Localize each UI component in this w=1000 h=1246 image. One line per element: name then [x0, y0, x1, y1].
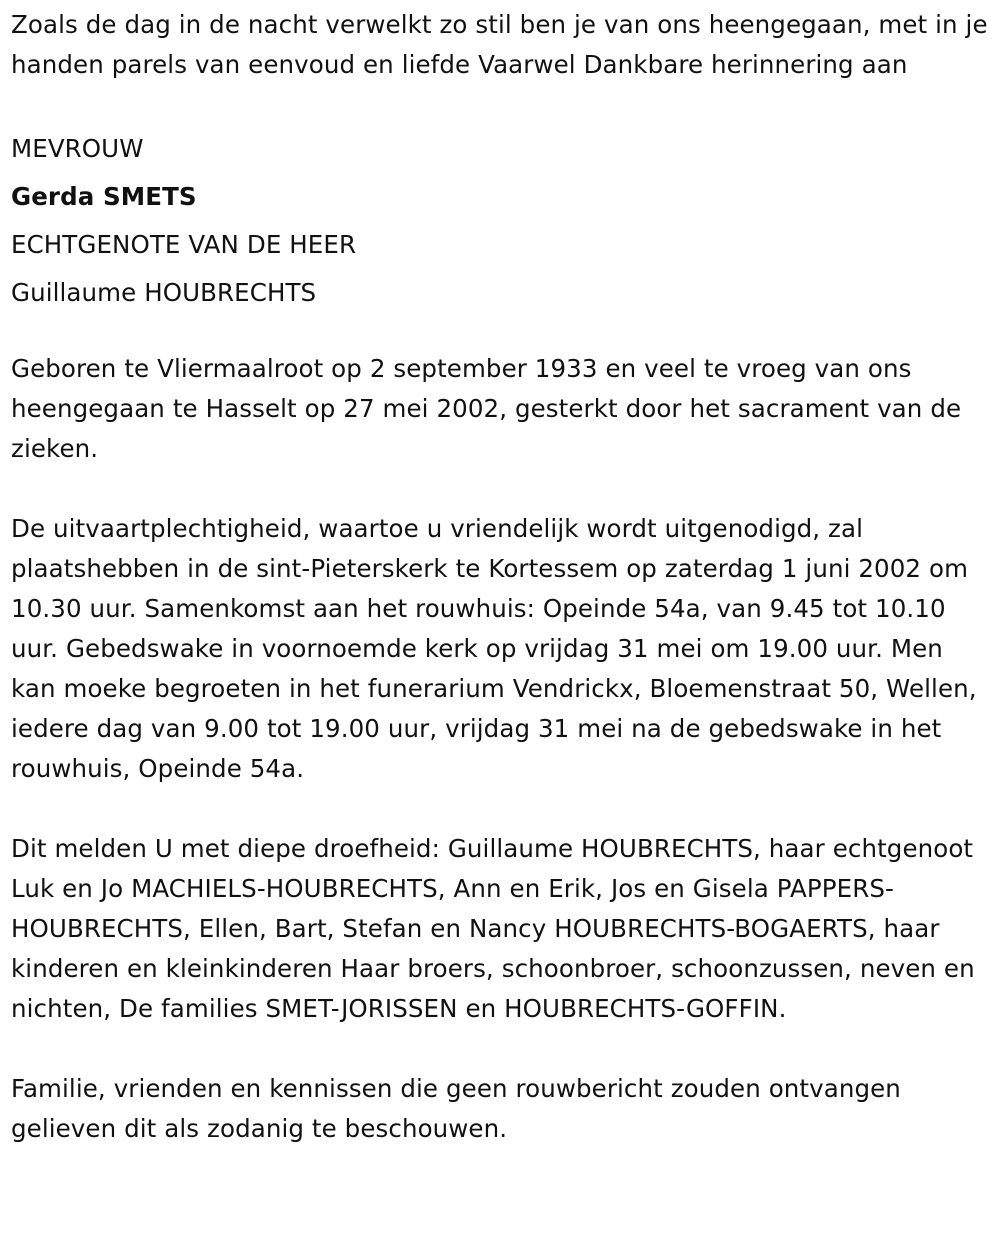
spacer [11, 789, 988, 829]
honorific-title: MEVROUW [11, 134, 144, 163]
spacer [11, 317, 988, 349]
deceased-name: Gerda SMETS [11, 182, 197, 211]
spouse-name: Guillaume HOUBRECHTS [11, 278, 317, 307]
intro-verse: Zoals de dag in de nacht verwelkt zo stil ben je van ons heengegaan, met in je handen parels van eenvoud en liefde Vaarwel Dankbare herinnering aan [11, 10, 988, 79]
birth-death-paragraph: Geboren te Vliermaalroot op 2 september 1933 en veel te vroeg van ons heengegaan te Hasselt op 27 mei 2002, gesterkt door het sacrament van de zieken. [11, 354, 962, 463]
closing-paragraph: Familie, vrienden en kennissen die geen rouwbericht zouden ontvangen gelieven dit als zodanig te beschouwen. [11, 1074, 901, 1143]
spacer [11, 85, 988, 125]
spacer [11, 1029, 988, 1069]
relation-label: ECHTGENOTE VAN DE HEER [11, 230, 357, 259]
spacer [11, 469, 988, 509]
family-paragraph: Dit melden U met diepe droefheid: Guillaume HOUBRECHTS, haar echtgenoot Luk en Jo MACHIELS-HOUBRECHTS, Ann en Erik, Jos en Gisela PAPPERS-HOUBRECHTS, Ellen, Bart, Stefan en Nancy HOUBRECHTS-BOGAERTS, haar kinderen en kleinkinderen Haar broers, schoonbroer, schoonzussen, neven en nichten, De families SMET-JORISSEN en HOUBRECHTS-GOFFIN. [11, 834, 975, 1023]
ceremony-paragraph: De uitvaartplechtigheid, waartoe u vriendelijk wordt uitgenodigd, zal plaatshebben in de sint-Pieterskerk te Kortessem op zaterdag 1 juni 2002 om 10.30 uur. Samenkomst aan het rouwhuis: Opeinde 54a, van 9.45 tot 10.10 uur. Gebedswake in voornoemde kerk op vrijdag 31 mei om 19.00 uur. Men kan moeke begroeten in het funerarium Vendrickx, Bloemenstraat 50, Wellen, iedere dag van 9.00 tot 19.00 uur, vrijdag 31 mei na de gebedswake in het rouwhuis, Opeinde 54a. [11, 514, 977, 783]
